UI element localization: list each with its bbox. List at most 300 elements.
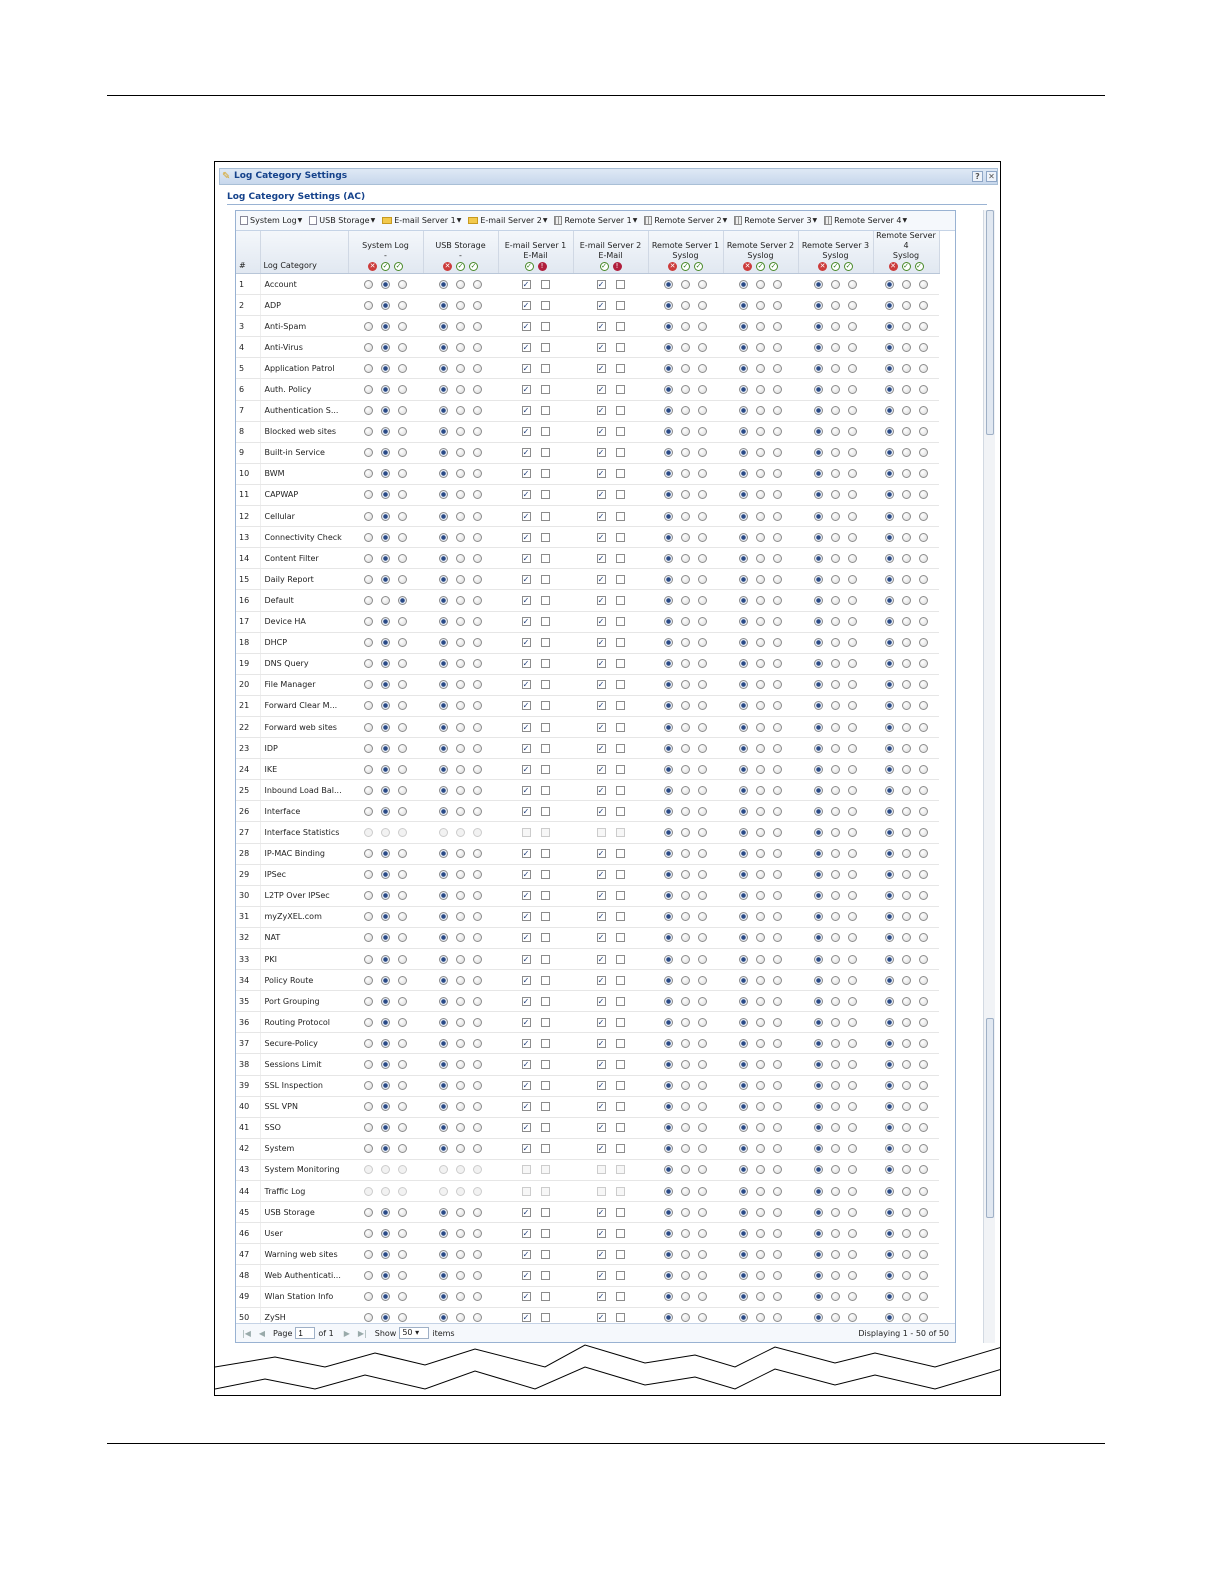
toolbar-menu-5[interactable]	[554, 216, 637, 225]
alert-checkbox[interactable]	[541, 955, 550, 964]
first-page-icon[interactable]: |◀	[242, 1328, 251, 1338]
alert-checkbox[interactable]	[541, 723, 550, 732]
option-radio[interactable]	[773, 849, 782, 858]
enable-debug-all-icon[interactable]: ✓	[695, 262, 702, 270]
option-radio[interactable]	[902, 406, 911, 415]
option-radio[interactable]	[381, 533, 390, 542]
option-radio[interactable]	[885, 617, 894, 626]
option-radio[interactable]	[885, 322, 894, 331]
option-radio[interactable]	[681, 680, 690, 689]
option-radio[interactable]	[439, 1292, 448, 1301]
option-radio[interactable]	[739, 343, 748, 352]
email-checkbox[interactable]: ✓	[522, 806, 530, 816]
option-radio[interactable]	[381, 1250, 390, 1259]
option-radio[interactable]	[848, 849, 857, 858]
option-radio[interactable]	[664, 1187, 673, 1196]
option-radio[interactable]	[814, 701, 823, 710]
option-radio[interactable]	[364, 1039, 373, 1048]
option-radio[interactable]	[814, 765, 823, 774]
option-radio[interactable]	[364, 870, 373, 879]
option-radio[interactable]	[739, 1144, 748, 1153]
option-radio[interactable]	[364, 533, 373, 542]
option-radio[interactable]	[773, 1229, 782, 1238]
option-radio[interactable]	[664, 427, 673, 436]
alert-all-icon[interactable]: !	[613, 262, 622, 271]
option-radio[interactable]	[456, 596, 465, 605]
option-radio[interactable]	[364, 786, 373, 795]
email-checkbox[interactable]: ✓	[522, 406, 530, 416]
option-radio[interactable]	[919, 638, 928, 647]
option-radio[interactable]	[681, 807, 690, 816]
option-radio[interactable]	[885, 512, 894, 521]
email-checkbox[interactable]: ✓	[522, 574, 530, 584]
option-radio[interactable]	[814, 1208, 823, 1217]
option-radio[interactable]	[902, 575, 911, 584]
option-radio[interactable]	[919, 680, 928, 689]
option-radio[interactable]	[681, 385, 690, 394]
option-radio[interactable]	[473, 596, 482, 605]
option-radio[interactable]	[664, 1292, 673, 1301]
option-radio[interactable]	[885, 1039, 894, 1048]
option-radio[interactable]	[919, 659, 928, 668]
toolbar-menu-1[interactable]	[240, 216, 302, 225]
option-radio[interactable]	[885, 1060, 894, 1069]
option-radio[interactable]	[381, 912, 390, 921]
option-radio[interactable]	[885, 744, 894, 753]
option-radio[interactable]	[902, 1144, 911, 1153]
option-radio[interactable]	[885, 912, 894, 921]
option-radio[interactable]	[681, 364, 690, 373]
option-radio[interactable]	[902, 554, 911, 563]
option-radio[interactable]	[739, 786, 748, 795]
email-checkbox[interactable]: ✓	[597, 764, 605, 774]
option-radio[interactable]	[814, 638, 823, 647]
option-radio[interactable]	[381, 807, 390, 816]
option-radio[interactable]	[756, 786, 765, 795]
alert-checkbox[interactable]	[616, 617, 625, 626]
option-radio[interactable]	[814, 1250, 823, 1259]
alert-checkbox[interactable]	[616, 955, 625, 964]
option-radio[interactable]	[698, 955, 707, 964]
option-radio[interactable]	[756, 976, 765, 985]
option-radio[interactable]	[831, 891, 840, 900]
option-radio[interactable]	[902, 364, 911, 373]
option-radio[interactable]	[885, 554, 894, 563]
option-radio[interactable]	[848, 343, 857, 352]
option-radio[interactable]	[831, 1313, 840, 1322]
option-radio[interactable]	[739, 364, 748, 373]
option-radio[interactable]	[681, 870, 690, 879]
option-radio[interactable]	[398, 364, 407, 373]
option-radio[interactable]	[698, 512, 707, 521]
option-radio[interactable]	[902, 1313, 911, 1322]
option-radio[interactable]	[364, 891, 373, 900]
option-radio[interactable]	[381, 976, 390, 985]
email-checkbox[interactable]: ✓	[597, 1270, 605, 1280]
option-radio[interactable]	[381, 406, 390, 415]
option-radio[interactable]	[814, 1292, 823, 1301]
option-radio[interactable]	[398, 1144, 407, 1153]
option-radio[interactable]	[814, 744, 823, 753]
email-checkbox[interactable]: ✓	[597, 1292, 605, 1302]
option-radio[interactable]	[756, 638, 765, 647]
option-radio[interactable]	[919, 786, 928, 795]
option-radio[interactable]	[364, 976, 373, 985]
option-radio[interactable]	[773, 1165, 782, 1174]
option-radio[interactable]	[698, 765, 707, 774]
option-radio[interactable]	[664, 512, 673, 521]
option-radio[interactable]	[681, 512, 690, 521]
option-radio[interactable]	[919, 448, 928, 457]
alert-checkbox[interactable]	[541, 490, 550, 499]
alert-checkbox[interactable]	[616, 765, 625, 774]
option-radio[interactable]	[831, 1165, 840, 1174]
email-checkbox[interactable]: ✓	[522, 996, 530, 1006]
option-radio[interactable]	[439, 617, 448, 626]
alert-checkbox[interactable]	[541, 322, 550, 331]
option-radio[interactable]	[885, 575, 894, 584]
option-radio[interactable]	[848, 891, 857, 900]
option-radio[interactable]	[831, 512, 840, 521]
option-radio[interactable]	[885, 1165, 894, 1174]
alert-checkbox[interactable]	[541, 1250, 550, 1259]
option-radio[interactable]	[664, 322, 673, 331]
email-checkbox[interactable]: ✓	[522, 1249, 530, 1259]
option-radio[interactable]	[919, 280, 928, 289]
email-checkbox[interactable]: ✓	[597, 448, 605, 458]
email-checkbox[interactable]: ✓	[522, 321, 530, 331]
email-checkbox[interactable]: ✓	[522, 701, 530, 711]
option-radio[interactable]	[885, 659, 894, 668]
option-radio[interactable]	[831, 997, 840, 1006]
option-radio[interactable]	[919, 933, 928, 942]
alert-checkbox[interactable]	[541, 512, 550, 521]
option-radio[interactable]	[831, 1144, 840, 1153]
option-radio[interactable]	[848, 448, 857, 457]
option-radio[interactable]	[773, 765, 782, 774]
email-checkbox[interactable]: ✓	[522, 532, 530, 542]
option-radio[interactable]	[664, 976, 673, 985]
option-radio[interactable]	[364, 596, 373, 605]
option-radio[interactable]	[398, 469, 407, 478]
alert-checkbox[interactable]	[616, 1292, 625, 1301]
option-radio[interactable]	[698, 1229, 707, 1238]
option-radio[interactable]	[473, 849, 482, 858]
option-radio[interactable]	[773, 744, 782, 753]
option-radio[interactable]	[902, 933, 911, 942]
option-radio[interactable]	[398, 617, 407, 626]
option-radio[interactable]	[681, 723, 690, 732]
option-radio[interactable]	[456, 976, 465, 985]
option-radio[interactable]	[919, 1102, 928, 1111]
option-radio[interactable]	[456, 638, 465, 647]
option-radio[interactable]	[919, 1250, 928, 1259]
alert-checkbox[interactable]	[541, 933, 550, 942]
option-radio[interactable]	[902, 912, 911, 921]
email-checkbox[interactable]: ✓	[597, 469, 605, 479]
alert-checkbox[interactable]	[616, 933, 625, 942]
option-radio[interactable]	[398, 322, 407, 331]
option-radio[interactable]	[902, 723, 911, 732]
email-checkbox[interactable]: ✓	[597, 1313, 605, 1323]
alert-checkbox[interactable]	[616, 469, 625, 478]
alert-checkbox[interactable]	[616, 891, 625, 900]
option-radio[interactable]	[848, 955, 857, 964]
alert-checkbox[interactable]	[541, 364, 550, 373]
option-radio[interactable]	[364, 1144, 373, 1153]
option-radio[interactable]	[848, 976, 857, 985]
option-radio[interactable]	[756, 343, 765, 352]
option-radio[interactable]	[831, 933, 840, 942]
option-radio[interactable]	[885, 280, 894, 289]
option-radio[interactable]	[773, 385, 782, 394]
option-radio[interactable]	[885, 891, 894, 900]
option-radio[interactable]	[473, 891, 482, 900]
alert-checkbox[interactable]	[616, 1208, 625, 1217]
option-radio[interactable]	[919, 301, 928, 310]
option-radio[interactable]	[848, 1271, 857, 1280]
option-radio[interactable]	[398, 448, 407, 457]
option-radio[interactable]	[698, 575, 707, 584]
option-radio[interactable]	[456, 1081, 465, 1090]
option-radio[interactable]	[848, 385, 857, 394]
email-checkbox[interactable]: ✓	[522, 490, 530, 500]
option-radio[interactable]	[885, 765, 894, 774]
option-radio[interactable]	[756, 1187, 765, 1196]
option-radio[interactable]	[381, 322, 390, 331]
email-checkbox[interactable]: ✓	[522, 1123, 530, 1133]
option-radio[interactable]	[439, 490, 448, 499]
option-radio[interactable]	[739, 807, 748, 816]
option-radio[interactable]	[698, 1250, 707, 1259]
option-radio[interactable]	[831, 870, 840, 879]
option-radio[interactable]	[756, 1313, 765, 1322]
option-radio[interactable]	[756, 364, 765, 373]
option-radio[interactable]	[756, 1292, 765, 1301]
option-radio[interactable]	[885, 1081, 894, 1090]
option-radio[interactable]	[398, 554, 407, 563]
option-radio[interactable]	[381, 554, 390, 563]
option-radio[interactable]	[439, 765, 448, 774]
option-radio[interactable]	[456, 575, 465, 584]
option-radio[interactable]	[756, 575, 765, 584]
option-radio[interactable]	[381, 891, 390, 900]
email-checkbox[interactable]: ✓	[522, 342, 530, 352]
option-radio[interactable]	[848, 406, 857, 415]
option-radio[interactable]	[848, 512, 857, 521]
option-radio[interactable]	[681, 1165, 690, 1174]
option-radio[interactable]	[831, 765, 840, 774]
option-radio[interactable]	[398, 1292, 407, 1301]
option-radio[interactable]	[831, 322, 840, 331]
option-radio[interactable]	[739, 638, 748, 647]
option-radio[interactable]	[814, 280, 823, 289]
option-radio[interactable]	[456, 723, 465, 732]
option-radio[interactable]	[739, 448, 748, 457]
option-radio[interactable]	[681, 1292, 690, 1301]
option-radio[interactable]	[902, 997, 911, 1006]
option-radio[interactable]	[664, 448, 673, 457]
option-radio[interactable]	[739, 955, 748, 964]
option-radio[interactable]	[756, 512, 765, 521]
option-radio[interactable]	[756, 933, 765, 942]
option-radio[interactable]	[814, 406, 823, 415]
option-radio[interactable]	[902, 596, 911, 605]
email-checkbox[interactable]: ✓	[597, 1249, 605, 1259]
option-radio[interactable]	[756, 427, 765, 436]
option-radio[interactable]	[848, 1229, 857, 1238]
option-radio[interactable]	[364, 1060, 373, 1069]
option-radio[interactable]	[364, 469, 373, 478]
option-radio[interactable]	[681, 701, 690, 710]
option-radio[interactable]	[439, 448, 448, 457]
email-checkbox[interactable]: ✓	[597, 300, 605, 310]
option-radio[interactable]	[919, 322, 928, 331]
option-radio[interactable]	[919, 997, 928, 1006]
option-radio[interactable]	[364, 1123, 373, 1132]
option-radio[interactable]	[439, 301, 448, 310]
option-radio[interactable]	[698, 976, 707, 985]
option-radio[interactable]	[919, 1208, 928, 1217]
option-radio[interactable]	[439, 849, 448, 858]
option-radio[interactable]	[814, 490, 823, 499]
option-radio[interactable]	[902, 828, 911, 837]
alert-checkbox[interactable]	[541, 1313, 550, 1322]
option-radio[interactable]	[814, 596, 823, 605]
email-checkbox[interactable]: ✓	[597, 279, 605, 289]
option-radio[interactable]	[681, 490, 690, 499]
alert-checkbox[interactable]	[541, 533, 550, 542]
email-checkbox[interactable]: ✓	[522, 469, 530, 479]
option-radio[interactable]	[902, 427, 911, 436]
alert-checkbox[interactable]	[616, 1229, 625, 1238]
alert-checkbox[interactable]	[616, 364, 625, 373]
option-radio[interactable]	[681, 1229, 690, 1238]
option-radio[interactable]	[364, 364, 373, 373]
option-radio[interactable]	[664, 765, 673, 774]
option-radio[interactable]	[885, 364, 894, 373]
option-radio[interactable]	[456, 807, 465, 816]
option-radio[interactable]	[773, 997, 782, 1006]
disable-all-icon[interactable]: ✕	[819, 262, 826, 270]
option-radio[interactable]	[364, 1313, 373, 1322]
option-radio[interactable]	[848, 997, 857, 1006]
option-radio[interactable]	[756, 322, 765, 331]
email-checkbox[interactable]: ✓	[522, 617, 530, 627]
option-radio[interactable]	[885, 955, 894, 964]
option-radio[interactable]	[664, 280, 673, 289]
alert-checkbox[interactable]	[541, 469, 550, 478]
email-checkbox[interactable]: ✓	[522, 279, 530, 289]
option-radio[interactable]	[698, 659, 707, 668]
alert-checkbox[interactable]	[541, 849, 550, 858]
email-checkbox[interactable]: ✓	[597, 743, 605, 753]
email-checkbox[interactable]: ✓	[522, 553, 530, 563]
option-radio[interactable]	[919, 1271, 928, 1280]
option-radio[interactable]	[831, 1292, 840, 1301]
option-radio[interactable]	[473, 1039, 482, 1048]
option-radio[interactable]	[398, 807, 407, 816]
email-checkbox[interactable]: ✓	[597, 996, 605, 1006]
option-radio[interactable]	[902, 955, 911, 964]
option-radio[interactable]	[664, 1271, 673, 1280]
option-radio[interactable]	[364, 575, 373, 584]
option-radio[interactable]	[902, 301, 911, 310]
option-radio[interactable]	[681, 533, 690, 542]
option-radio[interactable]	[739, 1313, 748, 1322]
option-radio[interactable]	[773, 1060, 782, 1069]
option-radio[interactable]	[473, 1292, 482, 1301]
option-radio[interactable]	[473, 575, 482, 584]
option-radio[interactable]	[681, 469, 690, 478]
option-radio[interactable]	[739, 280, 748, 289]
option-radio[interactable]	[381, 427, 390, 436]
option-radio[interactable]	[885, 849, 894, 858]
option-radio[interactable]	[473, 1313, 482, 1322]
option-radio[interactable]	[814, 870, 823, 879]
option-radio[interactable]	[698, 427, 707, 436]
disable-all-icon[interactable]: ✕	[890, 262, 896, 270]
option-radio[interactable]	[756, 617, 765, 626]
option-radio[interactable]	[885, 533, 894, 542]
alert-checkbox[interactable]	[616, 575, 625, 584]
option-radio[interactable]	[773, 1102, 782, 1111]
enable-normal-all-icon[interactable]: ✓	[832, 262, 839, 270]
option-radio[interactable]	[456, 364, 465, 373]
option-radio[interactable]	[814, 469, 823, 478]
option-radio[interactable]	[664, 554, 673, 563]
email-checkbox[interactable]: ✓	[597, 511, 605, 521]
option-radio[interactable]	[439, 976, 448, 985]
option-radio[interactable]	[456, 1208, 465, 1217]
option-radio[interactable]	[664, 364, 673, 373]
alert-checkbox[interactable]	[541, 575, 550, 584]
option-radio[interactable]	[848, 469, 857, 478]
option-radio[interactable]	[681, 322, 690, 331]
option-radio[interactable]	[664, 343, 673, 352]
option-radio[interactable]	[381, 596, 390, 605]
option-radio[interactable]	[681, 976, 690, 985]
option-radio[interactable]	[473, 301, 482, 310]
option-radio[interactable]	[398, 1081, 407, 1090]
email-checkbox[interactable]: ✓	[597, 1228, 605, 1238]
option-radio[interactable]	[756, 723, 765, 732]
option-radio[interactable]	[756, 448, 765, 457]
enable-debug-all-icon[interactable]: ✓	[395, 262, 402, 270]
option-radio[interactable]	[364, 448, 373, 457]
option-radio[interactable]	[756, 955, 765, 964]
option-radio[interactable]	[848, 1292, 857, 1301]
option-radio[interactable]	[681, 617, 690, 626]
option-radio[interactable]	[664, 849, 673, 858]
option-radio[interactable]	[398, 933, 407, 942]
option-radio[interactable]	[739, 701, 748, 710]
option-radio[interactable]	[456, 1039, 465, 1048]
option-radio[interactable]	[473, 343, 482, 352]
option-radio[interactable]	[698, 891, 707, 900]
option-radio[interactable]	[739, 849, 748, 858]
option-radio[interactable]	[398, 955, 407, 964]
email-checkbox[interactable]: ✓	[597, 1102, 605, 1112]
email-checkbox[interactable]: ✓	[597, 785, 605, 795]
email-checkbox[interactable]: ✓	[597, 870, 605, 880]
option-radio[interactable]	[681, 638, 690, 647]
option-radio[interactable]	[456, 1229, 465, 1238]
option-radio[interactable]	[698, 469, 707, 478]
option-radio[interactable]	[381, 1039, 390, 1048]
option-radio[interactable]	[902, 322, 911, 331]
email-checkbox[interactable]: ✓	[522, 1102, 530, 1112]
